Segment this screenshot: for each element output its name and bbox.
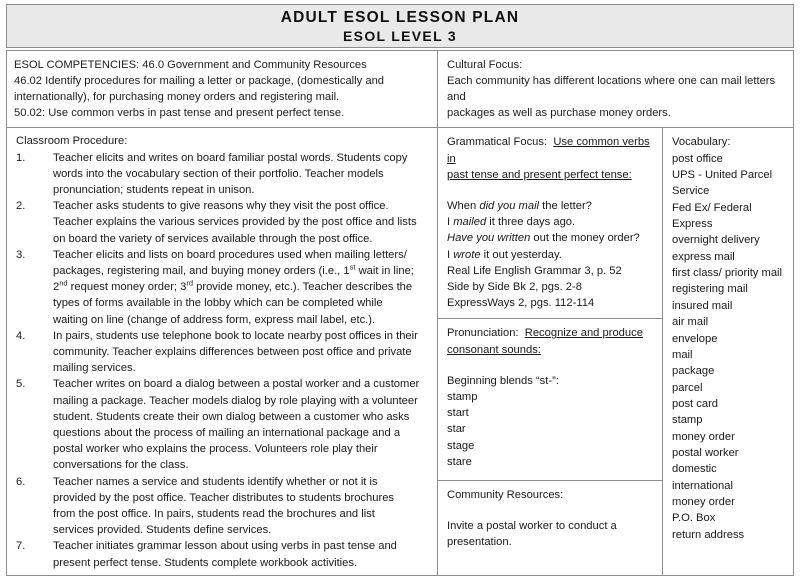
body-row [7,128,793,574]
procedure-item [14,376,431,392]
spacer [447,503,655,518]
vocabulary-item: Fed Ex/ Federal Express [672,201,752,231]
procedure-text: Teacher explains the various services provided by the post office and lists [53,216,417,229]
example-pre: When [447,199,480,212]
procedure-number-spacer [14,506,53,522]
document-title-primary: ADULT ESOL LESSON PLAN [280,9,520,26]
grammatical-focus-cell [438,128,662,319]
vocabulary-item: post office [672,152,723,165]
grammatical-focus-underline-2: past tense and present perfect tense: [447,168,632,181]
grammar-reference: Real Life English Grammar 3, p. 52 [447,264,622,277]
procedure-text: questions about the process of mailing an international package and a [53,427,401,440]
procedure-number-spacer [14,295,53,311]
pronunciation-label: Pronunciation: [447,327,519,340]
vocabulary-item: postal worker [672,446,739,459]
grammatical-focus-label: Grammatical Focus: [447,136,548,149]
grammatical-focus-underline-1: Use common verbs in [447,136,650,165]
cultural-focus-line: packages as well as purchase money orders. [447,107,671,120]
community-resources-cell [438,481,662,575]
vocabulary-item: parcel [672,381,703,394]
procedure-item [14,506,431,522]
procedure-number-spacer [14,393,53,409]
procedure-number-spacer [14,441,53,457]
procedure-item [14,182,431,198]
vocabulary-item: air mail [672,316,709,329]
cultural-focus-line: Each community has different locations where one can mail letters and [447,75,776,104]
procedure-number-spacer [14,263,53,279]
procedure-number-spacer [14,360,53,376]
procedure-number: 2. [16,200,26,213]
pronunciation-underline-1: Recognize and produce [524,327,643,340]
grammar-example [447,198,655,214]
example-post: the letter? [539,199,592,212]
procedure-number-spacer [14,182,53,198]
procedure-text: Teacher elicits and lists on board procedures used when mailing letters/ [53,248,407,261]
example-italic: did you mail [479,199,540,212]
vocabulary-item: envelope [672,332,718,345]
cultural-focus-label: Cultural Focus: [447,59,523,71]
competency-line: 46.02 Identify procedures for mailing a letter or package, (domestically and [14,75,385,88]
blend-word: stare [447,455,472,468]
vocabulary-item: package [672,365,715,378]
procedure-text: Teacher names a service and students identify whether or not it is [53,475,378,488]
procedure-text-ordinal: packages, registering mail, and buying money orders (i.e., 1st wait in line; [53,262,414,277]
example-italic: Have you written [447,232,531,245]
example-post: it out yesterday. [480,248,562,261]
procedure-text: postal worker who explains the process. Volunteers role play their [53,443,378,456]
example-post: out the money order? [530,232,640,245]
top-row [7,50,793,128]
competency-line: ESOL COMPETENCIES: 46.0 Government and Community Resources [14,59,367,71]
blend-word: start [447,407,469,420]
vocabulary-item: international [672,479,733,492]
document-title-banner [6,4,794,48]
procedure-text: present perfect tense. Students complete workbook activities. [53,556,358,569]
blend-word: star [447,423,466,436]
vocabulary-item: overnight delivery [672,234,760,247]
procedure-item [14,295,431,311]
grammar-example [447,214,655,230]
vocabulary-item: insured mail [672,299,733,312]
grammatical-focus-heading [447,134,655,166]
lesson-plan-grid [6,50,794,576]
procedure-item [14,198,431,214]
procedure-text: waiting on line (change of address form, express mail label, etc.). [53,313,376,326]
pronunciation-cell [438,319,662,481]
example-pre: I [447,248,454,261]
procedure-number-spacer [14,312,53,328]
community-resources-line: presentation. [447,536,512,549]
procedure-number: 5. [16,378,26,391]
community-resources-line: Invite a postal worker to conduct a [447,520,617,533]
procedure-item [14,490,431,506]
example-italic: mailed [453,216,487,229]
procedure-item [14,328,431,344]
procedure-text: In pairs, students use telephone book to locate nearby post offices in their [53,329,418,342]
procedure-item [14,344,431,360]
procedure-item [14,214,431,230]
procedure-number-spacer [14,409,53,425]
procedure-number-spacer [14,522,53,538]
vocabulary-item: first class/ priority mail [672,267,783,280]
vocabulary-item: P.O. Box [672,512,716,525]
procedure-item [14,409,431,425]
procedure-number-spacer [14,214,53,230]
procedure-text: from the post office. In pairs, students read the brochures and list [53,508,375,521]
example-italic: wrote [453,248,481,261]
cultural-focus-cell [438,51,793,127]
vocabulary-item: Service [672,185,710,198]
vocabulary-item: UPS - United Parcel [672,169,773,182]
grammar-reference: Side by Side Bk 2, pgs. 2-8 [447,281,582,293]
procedure-item [14,150,431,166]
procedure-text: on board the variety of services available through the post office. [53,232,373,245]
vocabulary-item: mail [672,348,693,361]
procedure-number-spacer [14,231,53,247]
procedure-number: 1. [16,151,26,164]
vocabulary-item: return address [672,528,745,541]
procedure-text: types of forms available in the lobby which can be completed while [53,297,383,310]
procedure-number: 4. [16,329,26,342]
vocabulary-item: money order [672,430,735,443]
procedure-number-spacer [14,344,53,360]
procedure-item [14,279,431,295]
procedure-number: 7. [16,540,26,553]
spacer [447,183,655,198]
pronunciation-underline-2: consonant sounds: [447,343,541,356]
procedure-text: conversations for the class. [53,459,189,472]
procedure-text: mailing services. [53,362,136,375]
document-title-secondary: ESOL LEVEL 3 [343,28,457,44]
vocabulary-label: Vocabulary: [672,136,731,149]
vocabulary-item: post card [672,397,719,410]
vocabulary-item: registering mail [672,283,748,296]
spacer [447,358,655,373]
procedure-text: student. Students create their own dialog between a customer who asks [53,410,410,423]
procedure-item [14,360,431,376]
procedure-text: mailing a package. Teacher models dialog by role playing with a volunteer [53,394,418,407]
procedure-text-ordinal: 2nd request money order; 3rd provide money, etc.). Teacher describes the [53,278,413,294]
competency-line: internationally), for purchasing money orders and registering mail. [14,91,340,104]
competency-line: 50.02: Use common verbs in past tense and present perfect tense. [14,107,345,120]
example-post: it three days ago. [486,216,576,229]
procedure-text: community. Teacher explains differences between post office and private [53,346,412,359]
procedure-text: Teacher asks students to give reasons why they visit the post office. [53,200,389,213]
grammar-example [447,230,655,246]
procedure-text: Teacher writes on board a dialog between a postal worker and a customer [53,378,420,391]
procedure-number-spacer [14,457,53,473]
procedure-item [14,457,431,473]
vocabulary-item: money order [672,495,735,508]
grammar-example [447,247,655,263]
procedure-number-spacer [14,279,53,295]
vocabulary-item: express mail [672,250,735,263]
procedure-item [14,393,431,409]
procedure-item [14,522,431,538]
vocabulary-item: stamp [672,414,703,427]
procedure-number-spacer [14,166,53,182]
procedure-text: services provided. Students define services. [53,524,272,537]
procedure-text: Teacher initiates grammar lesson about using verbs in past tense and [53,540,397,553]
community-resources-label: Community Resources: [447,489,564,502]
blend-word: stage [447,439,475,452]
procedure-text: words into the vocabulary section of their portfolio. Teacher models [53,167,384,180]
procedure-item [14,312,431,328]
middle-column [438,128,663,574]
procedure-item [14,263,431,279]
procedure-item [14,247,431,263]
blend-heading: Beginning blends “st-”: [447,374,559,387]
procedure-item [14,441,431,457]
procedure-text: Teacher elicits and writes on board familiar postal words. Students copy [53,151,408,164]
procedure-item [14,425,431,441]
classroom-procedure-cell [7,128,438,574]
procedure-number-spacer [14,555,53,571]
procedure-number-spacer [14,490,53,506]
example-pre: I [447,216,454,229]
procedure-item [14,231,431,247]
classroom-procedure-heading: Classroom Procedure: [16,135,128,148]
procedure-item [14,166,431,182]
blend-word: stamp [447,391,478,404]
procedure-number-spacer [14,425,53,441]
procedure-number: 3. [16,248,26,261]
procedure-item [14,555,431,571]
procedure-item [14,474,431,490]
grammar-reference: ExpressWays 2, pgs. 112-114 [447,297,595,310]
vocabulary-item: domestic [672,463,717,476]
esol-competencies-cell [7,51,438,127]
vocabulary-cell [663,128,793,574]
procedure-text: pronunciation; students repeat in unison. [53,183,255,196]
procedure-number: 6. [16,475,26,488]
procedure-text: provided by the post office. Teacher distributes to students brochures [53,491,395,504]
pronunciation-heading [447,325,655,341]
